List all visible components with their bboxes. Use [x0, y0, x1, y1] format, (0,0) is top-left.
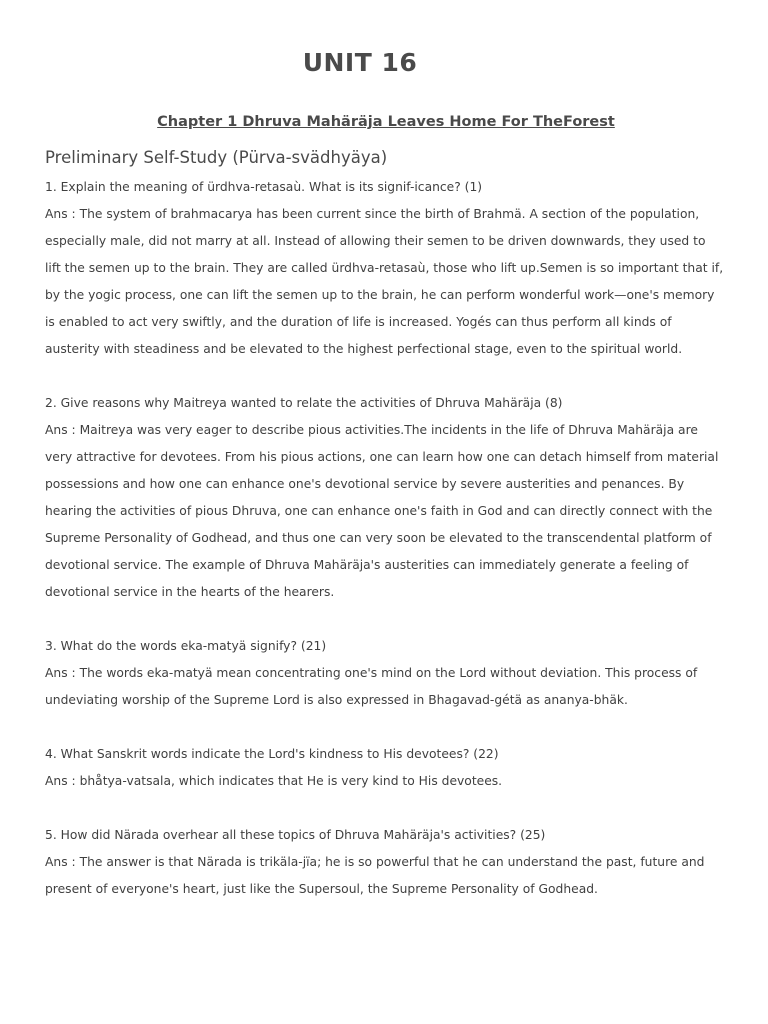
question-2: 2. Give reasons why Maitreya wanted to relate the activities of Dhruva Mahäräja (8): [45, 396, 563, 410]
question-4: 4. What Sanskrit words indicate the Lord's kindness to His devotees? (22): [45, 747, 499, 761]
answer-3: Ans : The words eka-matyä mean concentrating one's mind on the Lord without deviation. This process of undeviating worship of the Supreme Lord is also expressed in Bhagavad-gétä as ananya-bhäk.: [45, 666, 698, 707]
qa-item-1: [45, 174, 725, 363]
answer-2: Ans : Maitreya was very eager to describe pious activities.The incidents in the life of Dhruva Mahäräja are very attractive for devotees. From his pious actions, one can learn how one can detach himself from material possessions and how one can enhance one's devotional service by severe austerities and penances. By hearing the activities of pious Dhruva, one can enhance one's faith in God and can directly connect with the Supreme Personality of Godhead, and thus one can very soon be elevated to the transcendental platform of devotional service. The example of Dhruva Mahäräja's austerities can immediately generate a feeling of devotional service in the hearts of the hearers.: [45, 423, 719, 599]
question-3: 3. What do the words eka-matyä signify? (21): [45, 639, 327, 653]
qa-item-5: [45, 822, 725, 903]
section-title: Preliminary Self-Study (Pürva-svädhyäya): [45, 148, 388, 167]
qa-item-3: [45, 633, 725, 714]
qa-item-4: [45, 741, 725, 795]
question-1: 1. Explain the meaning of ürdhva-retasaù. What is its signif-icance? (1): [45, 180, 483, 194]
chapter-title: Chapter 1 Dhruva Mahäräja Leaves Home For TheForest: [157, 114, 615, 130]
answer-4: Ans : bhåtya-vatsala, which indicates that He is very kind to His devotees.: [45, 774, 503, 788]
qa-list: [45, 174, 725, 930]
answer-5: Ans : The answer is that Närada is trikäla-jïa; he is so powerful that he can understand the past, future and present of everyone's heart, just like the Supersoul, the Supreme Personality of Godhead.: [45, 855, 705, 896]
qa-item-2: [45, 390, 725, 606]
unit-title: UNIT 16: [302, 48, 418, 77]
question-5: 5. How did Närada overhear all these topics of Dhruva Mahäräja's activities? (25): [45, 828, 546, 842]
answer-1: Ans : The system of brahmacarya has been current since the birth of Brahmä. A section of the population, especially male, did not marry at all. Instead of allowing their semen to be driven downwards, they used to lift the semen up to the brain. They are called ürdhva-retasaù, those who lift up.Semen is so important that if, by the yogic process, one can lift the semen up to the brain, he can perform wonderful work—one's memory is enabled to act very swiftly, and the duration of life is increased. Yogés can thus perform all kinds of austerity with steadiness and be elevated to the highest perfectional stage, even to the spiritual world.: [45, 207, 724, 356]
